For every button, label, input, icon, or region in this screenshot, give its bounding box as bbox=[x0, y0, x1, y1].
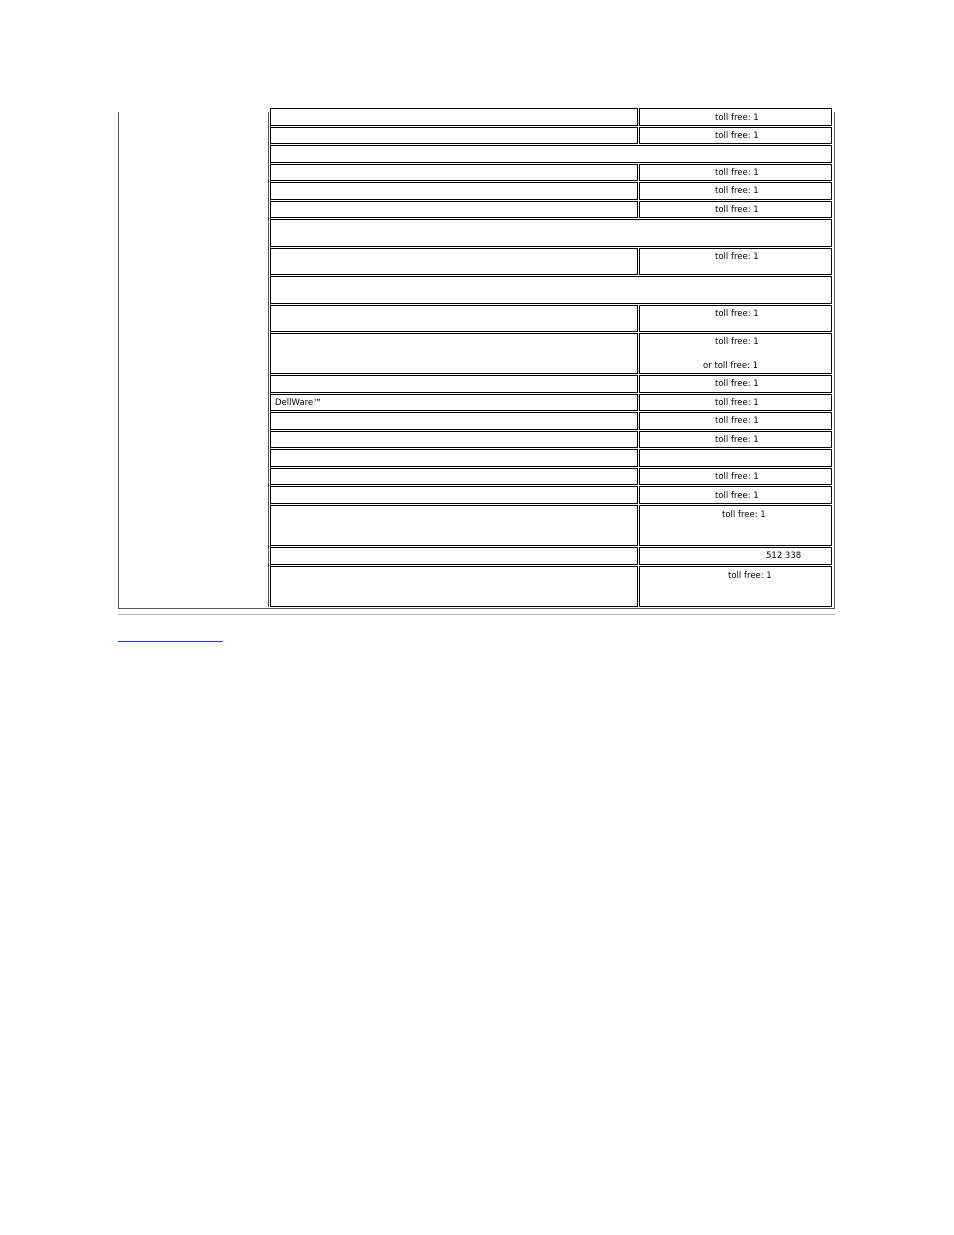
toll-free-text: toll free: 1 bbox=[715, 205, 759, 215]
toll-free-text: toll free: 1 bbox=[715, 309, 759, 319]
table-row-5-left-cell bbox=[270, 201, 638, 218]
table-row-19-right-cell bbox=[639, 547, 832, 565]
table-row-11-left-cell bbox=[270, 375, 638, 393]
table-row-10-right-cell bbox=[639, 333, 832, 374]
toll-free-text: toll free: 1 bbox=[715, 252, 759, 262]
table-row-1-left-cell bbox=[270, 127, 638, 144]
toll-free-text: toll free: 1 bbox=[715, 398, 759, 408]
table-row-14-left-cell bbox=[270, 431, 638, 448]
table-row-12-left-cell bbox=[270, 394, 638, 411]
table-row-20-right-cell bbox=[639, 566, 832, 607]
table-row-14-right-cell bbox=[639, 431, 832, 448]
table-row-18-right-cell bbox=[639, 505, 832, 546]
table-row-16-left-cell bbox=[270, 468, 638, 485]
toll-free-text: toll free: 1 bbox=[728, 571, 772, 581]
table-row-17-right-cell bbox=[639, 486, 832, 504]
table-row-17-left-cell bbox=[270, 486, 638, 504]
table-row-20-left-cell bbox=[270, 566, 638, 607]
table-row-3-left-cell bbox=[270, 164, 638, 181]
table-row-4-left-cell bbox=[270, 182, 638, 200]
table-row-9-right-cell bbox=[639, 305, 832, 332]
toll-free-text: toll free: 1 bbox=[715, 416, 759, 426]
table-row-1-right-cell bbox=[639, 127, 832, 144]
toll-free-text: toll free: 1 bbox=[715, 186, 759, 196]
toll-free-text: toll free: 1 bbox=[722, 510, 766, 520]
horizontal-rule bbox=[118, 614, 835, 615]
table-row-4-right-cell bbox=[639, 182, 832, 200]
table-row-6-full-cell bbox=[270, 219, 832, 247]
table-row-10-left-cell bbox=[270, 333, 638, 374]
toll-free-text: toll free: 1 bbox=[715, 168, 759, 178]
table-row-13-left-cell bbox=[270, 412, 638, 430]
table-row-15-left-cell bbox=[270, 449, 638, 467]
table-row-15-right-cell bbox=[639, 449, 832, 467]
table-row-3-right-cell bbox=[639, 164, 832, 181]
toll-free-text: toll free: 1 bbox=[715, 379, 759, 389]
toll-free-text: toll free: 1 bbox=[715, 491, 759, 501]
toll-free-text: toll free: 1 bbox=[715, 113, 759, 123]
table-row-8-full-cell bbox=[270, 276, 832, 304]
table-row-0-left-cell bbox=[270, 108, 638, 126]
toll-free-text: toll free: 1 bbox=[715, 337, 759, 347]
table-row-7-right-cell bbox=[639, 248, 832, 275]
table-row-0-right-cell bbox=[639, 108, 832, 126]
toll-free-text: toll free: 1 bbox=[715, 435, 759, 445]
dellware-label: DellWare™ bbox=[275, 398, 322, 408]
table-row-7-left-cell bbox=[270, 248, 638, 275]
table-row-5-right-cell bbox=[639, 201, 832, 218]
back-to-top-link[interactable] bbox=[118, 641, 223, 642]
column-divider bbox=[268, 112, 269, 607]
table-row-12-right-cell bbox=[639, 394, 832, 411]
table-row-18-left-cell bbox=[270, 505, 638, 546]
table-row-16-right-cell bbox=[639, 468, 832, 485]
toll-free-text: toll free: 1 bbox=[715, 472, 759, 482]
phone-number-text: 512 338 bbox=[766, 551, 802, 561]
alt-toll-free-text: or toll free: 1 bbox=[703, 361, 759, 371]
table-row-9-left-cell bbox=[270, 305, 638, 332]
table-row-11-right-cell bbox=[639, 375, 832, 393]
table-row-19-left-cell bbox=[270, 547, 638, 565]
toll-free-text: toll free: 1 bbox=[715, 131, 759, 141]
table-row-13-right-cell bbox=[639, 412, 832, 430]
table-row-2-full-cell bbox=[270, 145, 832, 163]
